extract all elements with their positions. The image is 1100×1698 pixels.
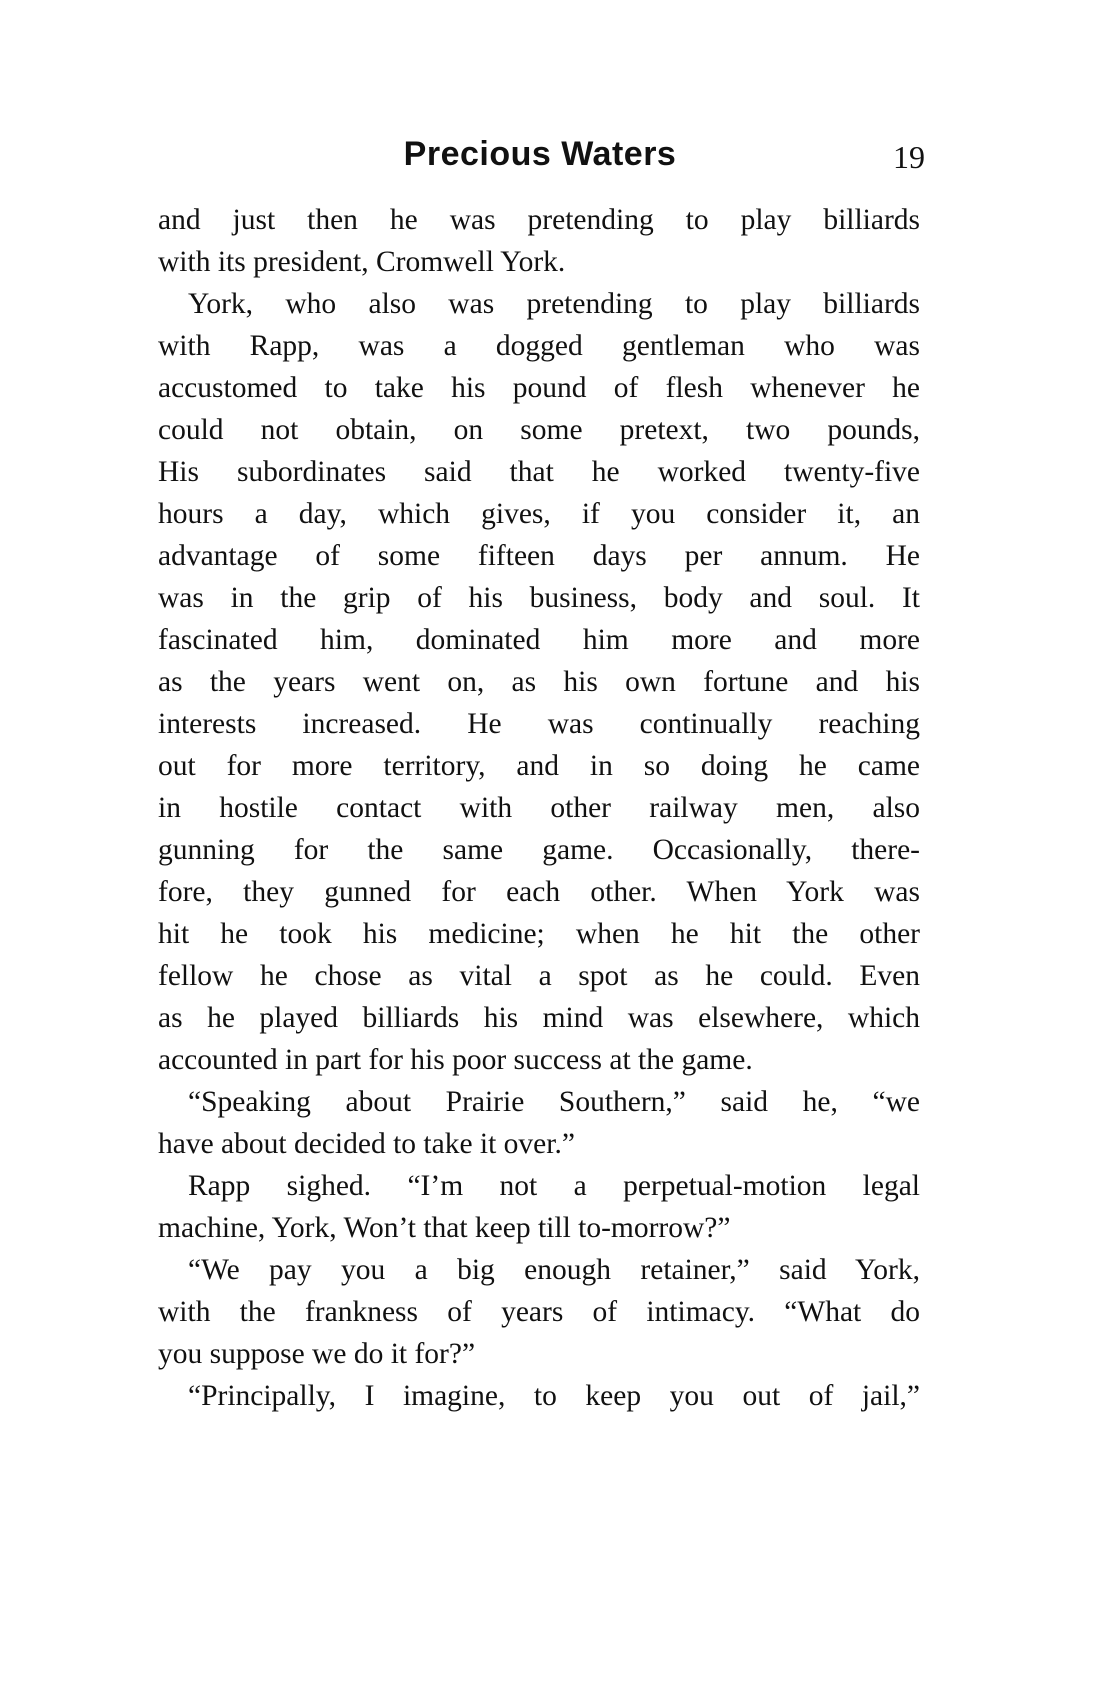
text-line: as he played billiards his mind was elsewhere, which [158,1002,920,1034]
text-line: fascinated him, dominated him more and more [158,624,920,656]
paragraph-start-line: “We pay you a big enough retainer,” said York, [188,1254,920,1286]
text-line: advantage of some fifteen days per annum. He [158,540,920,572]
text-line: you suppose we do it for?” [158,1338,476,1370]
text-line: was in the grip of his business, body and soul. It [158,582,920,614]
text-line: fore, they gunned for each other. When York was [158,876,920,908]
page-number: 19 [893,139,925,175]
text-line: as the years went on, as his own fortune and his [158,666,920,698]
text-line: gunning for the same game. Occasionally, there- [158,834,920,866]
text-line: with its president, Cromwell York. [158,246,566,278]
text-line: His subordinates said that he worked twenty-five [158,456,920,488]
running-title: Precious Waters [403,135,677,173]
paragraph-start-line: York, who also was pretending to play billiards [188,288,920,320]
paragraph-start-line: “Speaking about Prairie Southern,” said he, “we [188,1086,920,1118]
text-line: in hostile contact with other railway men, also [158,792,920,824]
text-line: hours a day, which gives, if you consider it, an [158,498,920,530]
paragraph-start-line: “Principally, I imagine, to keep you out of jail,” [188,1380,920,1412]
text-line: out for more territory, and in so doing he came [158,750,920,782]
body-text [158,199,920,1417]
text-line: interests increased. He was continually reaching [158,708,920,740]
text-line: with the frankness of years of intimacy. “What do [158,1296,920,1328]
text-line: have about decided to take it over.” [158,1128,575,1160]
text-line: fellow he chose as vital a spot as he could. Even [158,960,920,992]
text-line: with Rapp, was a dogged gentleman who was [158,330,920,362]
text-line: accounted in part for his poor success at the game. [158,1044,753,1076]
text-line: hit he took his medicine; when he hit the other [158,918,920,950]
text-line: and just then he was pretending to play billiards [158,204,920,236]
text-line: could not obtain, on some pretext, two pounds, [158,414,920,446]
text-line: accustomed to take his pound of flesh whenever he [158,372,920,404]
paragraph-start-line: Rapp sighed. “I’m not a perpetual-motion legal [188,1170,920,1202]
page-header [155,135,925,185]
text-line: machine, York, Won’t that keep till to-morrow?” [158,1212,731,1244]
